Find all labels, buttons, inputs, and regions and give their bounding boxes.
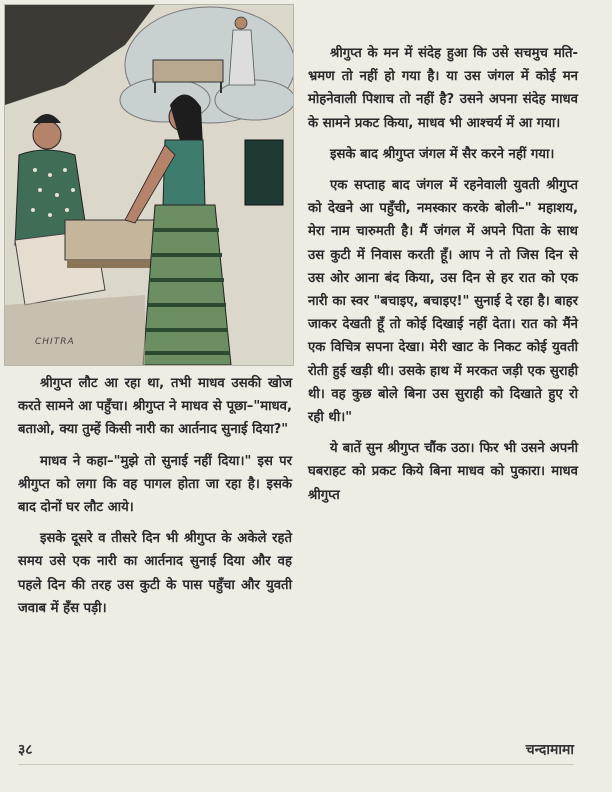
- left-paragraph-1: श्रीगुप्त लौट आ रहा था, तभी माधव उसकी खोज करते सामने आ पहुँचा। श्रीगुप्त ने माधव से पूछा–"माधव, बताओ, क्या तुम्हें किसी नारी का आर्तनाद सुनाई दिया?": [18, 376, 292, 438]
- footer-divider: [18, 764, 574, 765]
- magazine-name: चन्दामामा: [525, 742, 574, 758]
- right-paragraph-4: ये बातें सुन श्रीगुप्त चौंक उठा। फिर भी उसने अपनी घबराहट को प्रकट किये बिना माधव को पुकारा। माधव श्रीगुप्त: [308, 441, 578, 503]
- right-paragraph-3: एक सप्ताह बाद जंगल में रहनेवाली युवती श्रीगुप्त को देखने आ पहुँची, नमस्कार करके बोली–" महाशय, मेरा नाम चारुमती है। मैं जंगल में अपने पिता के साथ उस कुटी में निवास करती हूँ। आप ने तो जिस दिन से उस ओर आना बंद किया, उस दिन से हर रात को एक नारी का स्वर "बचाइए, बचाइए!" सुनाई दे रहा है। बाहर जाकर देखती हूँ तो कोई दिखाई नहीं देता। रात को मैंने एक विचित्र सपना देखा। मेरी खाट के निकट कोई युवती रोती हुई खड़ी थी। उसके हाथ में मरकत जड़ी एक सुराही थी। वह कुछ बोले बिना उस सुराही को दिखाते हुए रो रही थी।": [308, 178, 578, 426]
- artist-signature: CHITRA: [35, 337, 75, 347]
- right-column: [308, 42, 578, 515]
- page-number: ३८: [18, 742, 33, 758]
- left-paragraph-3: इसके दूसरे व तीसरे दिन भी श्रीगुप्त के अकेले रहते समय उसे एक नारी का आर्तनाद सुनाई दिया और वह पहले दिन की तरह उस कुटी के पास पहुँचा और युवती जवाब में हँस पड़ी।: [18, 531, 292, 616]
- story-illustration: [4, 4, 294, 366]
- right-paragraph-1: श्रीगुप्त के मन में संदेह हुआ कि उसे सचमुच मति-भ्रमण तो नहीं हो गया है। या उस जंगल में कोई मन मोहनेवाली पिशाच तो नहीं है? उसने अपना संदेह माधव के सामने प्रकट किया, माधव भी आश्चर्य में आ गया।: [308, 46, 578, 131]
- left-column: [18, 372, 292, 628]
- right-paragraph-2: इसके बाद श्रीगुप्त जंगल में सैर करने नहीं गया।: [330, 146, 555, 162]
- left-paragraph-2: माधव ने कहा–"मुझे तो सुनाई नहीं दिया।" इस पर श्रीगुप्त को लगा कि वह पागल होता जा रहा है। इसके बाद दोनों घर लौट आये।: [18, 453, 292, 516]
